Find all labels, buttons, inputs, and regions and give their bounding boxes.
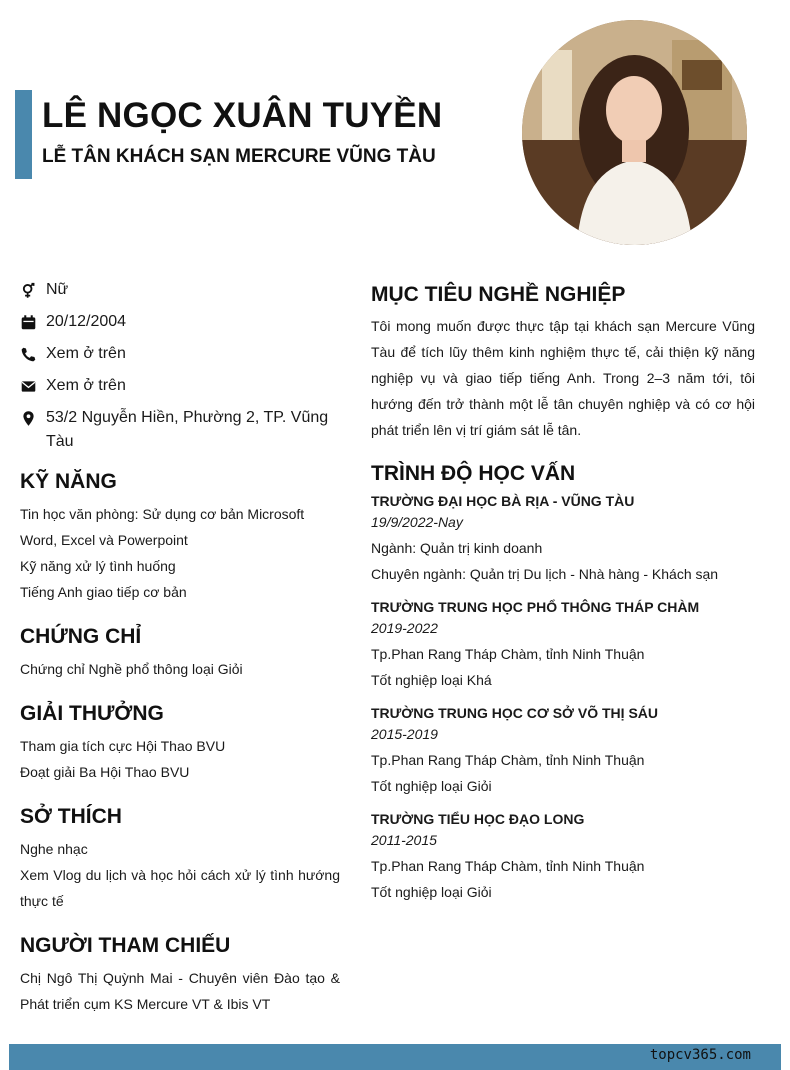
hobby-item: Nghe nhạc [20, 841, 88, 857]
gender-row [20, 278, 340, 302]
school-name: TRƯỜNG ĐẠI HỌC BÀ RỊA - VŨNG TÀU [371, 493, 635, 509]
education-entry [371, 492, 755, 587]
school-detail: Chuyên ngành: Quản trị Du lịch - Nhà hàng - Khách sạn [371, 566, 719, 582]
skill-item: Tin học văn phòng: Sử dụng cơ bản Microsoft Word, Excel và Powerpoint [20, 506, 305, 548]
candidate-name: LÊ NGỌC XUÂN TUYỀN [42, 96, 443, 135]
awards-heading: GIẢI THƯỞNG [20, 702, 164, 725]
school-period: 2011-2015 [371, 832, 437, 848]
education-entry [371, 598, 755, 693]
skills-heading: KỸ NĂNG [20, 470, 117, 493]
reference-item: Chị Ngô Thị Quỳnh Mai - Chuyên viên Đào tạo & Phát triển cụm KS Mercure VT & Ibis VT [20, 970, 340, 1012]
profile-photo [522, 20, 747, 245]
objective-text: Tôi mong muốn được thực tập tại khách sạn Mercure Vũng Tàu để tích lũy thêm kinh nghiệm thực tế, cải thiện kỹ năng nghiệp vụ và giao tiếp tiếng Anh. Trong 2–3 năm tới, tôi hướng đến trở thành một lễ tân chuyên nghiệp và có cơ hội phát triển lên vị trí giám sát lễ tân. [371, 318, 755, 438]
objective-heading: MỤC TIÊU NGHỀ NGHIỆP [371, 283, 626, 306]
education-heading: TRÌNH ĐỘ HỌC VẤN [371, 462, 576, 485]
gender-icon [20, 278, 46, 302]
envelope-icon [20, 374, 46, 398]
school-detail: Tp.Phan Rang Tháp Chàm, tỉnh Ninh Thuận [371, 858, 645, 874]
gender-text: Nữ [46, 281, 69, 298]
award-item: Đoạt giải Ba Hội Thao BVU [20, 764, 190, 780]
email-text: Xem ở trên [46, 377, 126, 394]
skill-item: Tiếng Anh giao tiếp cơ bản [20, 584, 187, 600]
school-period: 19/9/2022-Nay [371, 514, 463, 530]
address-row [20, 406, 340, 454]
education-entry [371, 704, 755, 799]
school-detail: Ngành: Quản trị kinh doanh [371, 540, 543, 556]
school-period: 2015-2019 [371, 726, 438, 742]
footer-bar [9, 1044, 781, 1070]
education-entry [371, 810, 755, 905]
school-name: TRƯỜNG TRUNG HỌC CƠ SỞ VÕ THỊ SÁU [371, 705, 658, 721]
school-period: 2019-2022 [371, 620, 438, 636]
certificates-heading: CHỨNG CHỈ [20, 625, 142, 648]
calendar-icon [20, 310, 46, 334]
location-pin-icon [20, 406, 46, 430]
skill-item: Kỹ năng xử lý tình huống [20, 558, 176, 574]
school-name: TRƯỜNG TRUNG HỌC PHỔ THÔNG THÁP CHÀM [371, 599, 700, 615]
hobby-item: Xem Vlog du lịch và học hỏi cách xử lý tình hướng thực tế [20, 867, 340, 909]
school-detail: Tốt nghiệp loại Giỏi [371, 884, 492, 900]
certificate-item: Chứng chỉ Nghề phổ thông loại Giỏi [20, 661, 243, 677]
school-detail: Tốt nghiệp loại Giỏi [371, 778, 492, 794]
references-heading: NGƯỜI THAM CHIẾU [20, 934, 231, 957]
hobbies-heading: SỞ THÍCH [20, 805, 122, 828]
right-column [371, 281, 755, 916]
school-detail: Tp.Phan Rang Tháp Chàm, tỉnh Ninh Thuận [371, 752, 645, 768]
header-accent-bar [15, 90, 32, 179]
phone-text: Xem ở trên [46, 345, 126, 362]
school-detail: Tốt nghiệp loại Khá [371, 672, 492, 688]
award-item: Tham gia tích cực Hội Thao BVU [20, 738, 226, 754]
phone-row [20, 342, 340, 366]
birthdate-text: 20/12/2004 [46, 313, 127, 330]
email-row [20, 374, 340, 398]
school-detail: Tp.Phan Rang Tháp Chàm, tỉnh Ninh Thuận [371, 646, 645, 662]
job-title: LỄ TÂN KHÁCH SẠN MERCURE VŨNG TÀU [42, 146, 436, 167]
phone-icon [20, 342, 46, 366]
left-column [20, 278, 340, 1017]
watermark-text: topcv365.com [649, 1047, 751, 1063]
school-name: TRƯỜNG TIỂU HỌC ĐẠO LONG [371, 811, 585, 827]
birthdate-row [20, 310, 340, 334]
address-text: 53/2 Nguyễn Hiền, Phường 2, TP. Vũng Tàu [46, 409, 329, 450]
